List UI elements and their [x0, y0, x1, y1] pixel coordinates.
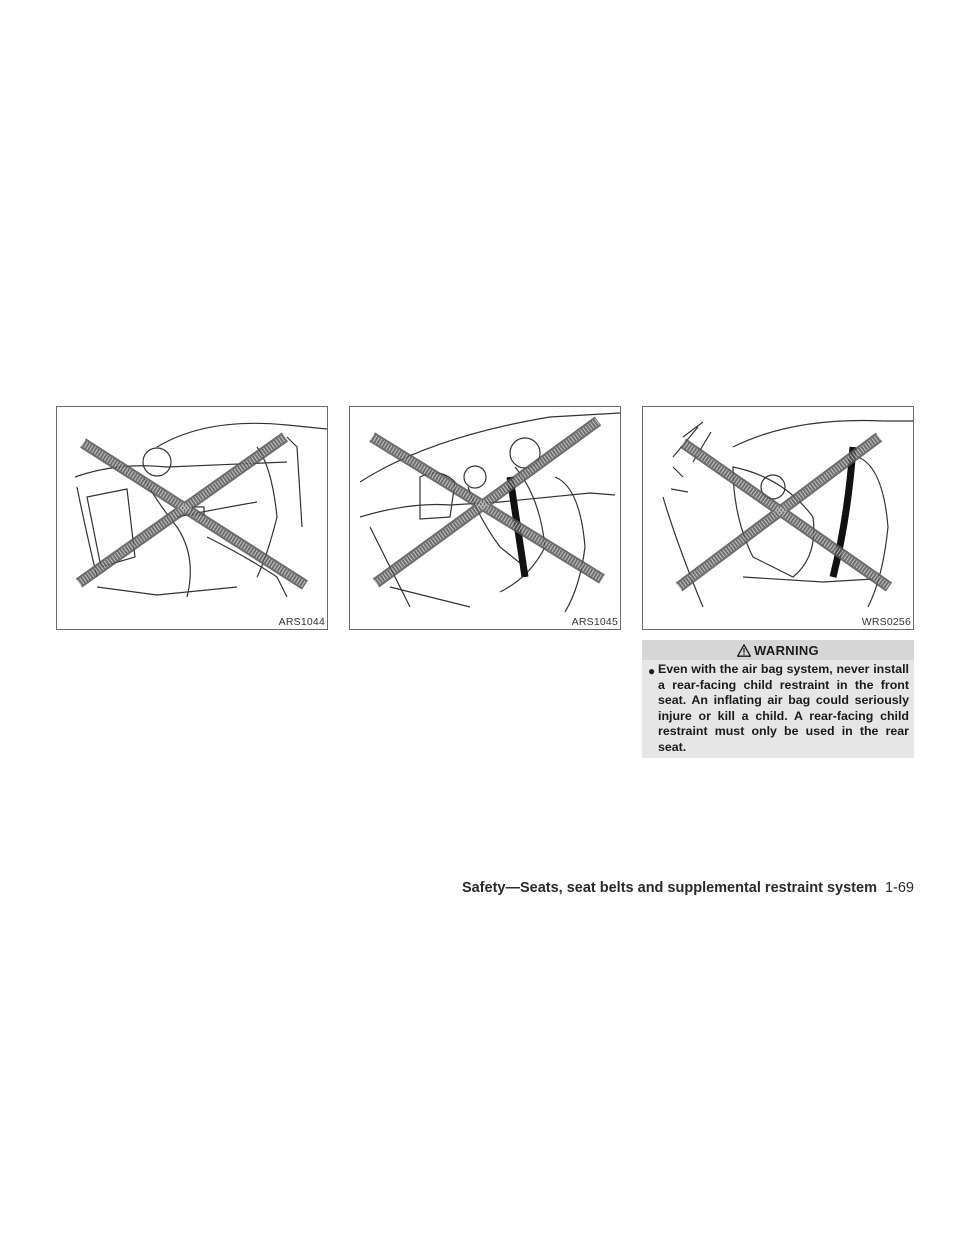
- illustration-child-restraint-front-seat-2: [349, 406, 621, 630]
- page-number: 1-69: [884, 880, 914, 896]
- illustration-child-restraint-front-seat-1: [56, 406, 328, 630]
- figure-code: ARS1045: [571, 616, 618, 628]
- prohibited-rear-facing-drawing: [643, 407, 913, 615]
- page-footer: [452, 880, 914, 900]
- illustration-rear-facing-restraint-front-seat: [642, 406, 914, 630]
- section-title: Safety—Seats, seat belts and supplemental restraint system: [461, 880, 877, 896]
- prohibited-front-seat-drawing: [57, 407, 327, 615]
- bullet-icon: ●: [648, 664, 656, 678]
- warning-text: Even with the air bag system, never install a rear-facing child restraint in the front seat. An inflating air bag could seriously injure or kill a child. A rear-facing child restraint must only be used in the rear seat.: [658, 662, 909, 754]
- warning-triangle-icon: [737, 644, 751, 657]
- figure-code: ARS1044: [278, 616, 325, 628]
- figure-code: WRS0256: [861, 616, 911, 628]
- warning-box: [642, 640, 914, 758]
- warning-header: [642, 640, 914, 660]
- warning-title: WARNING: [754, 642, 819, 658]
- prohibited-front-seat-drawing: [350, 407, 620, 615]
